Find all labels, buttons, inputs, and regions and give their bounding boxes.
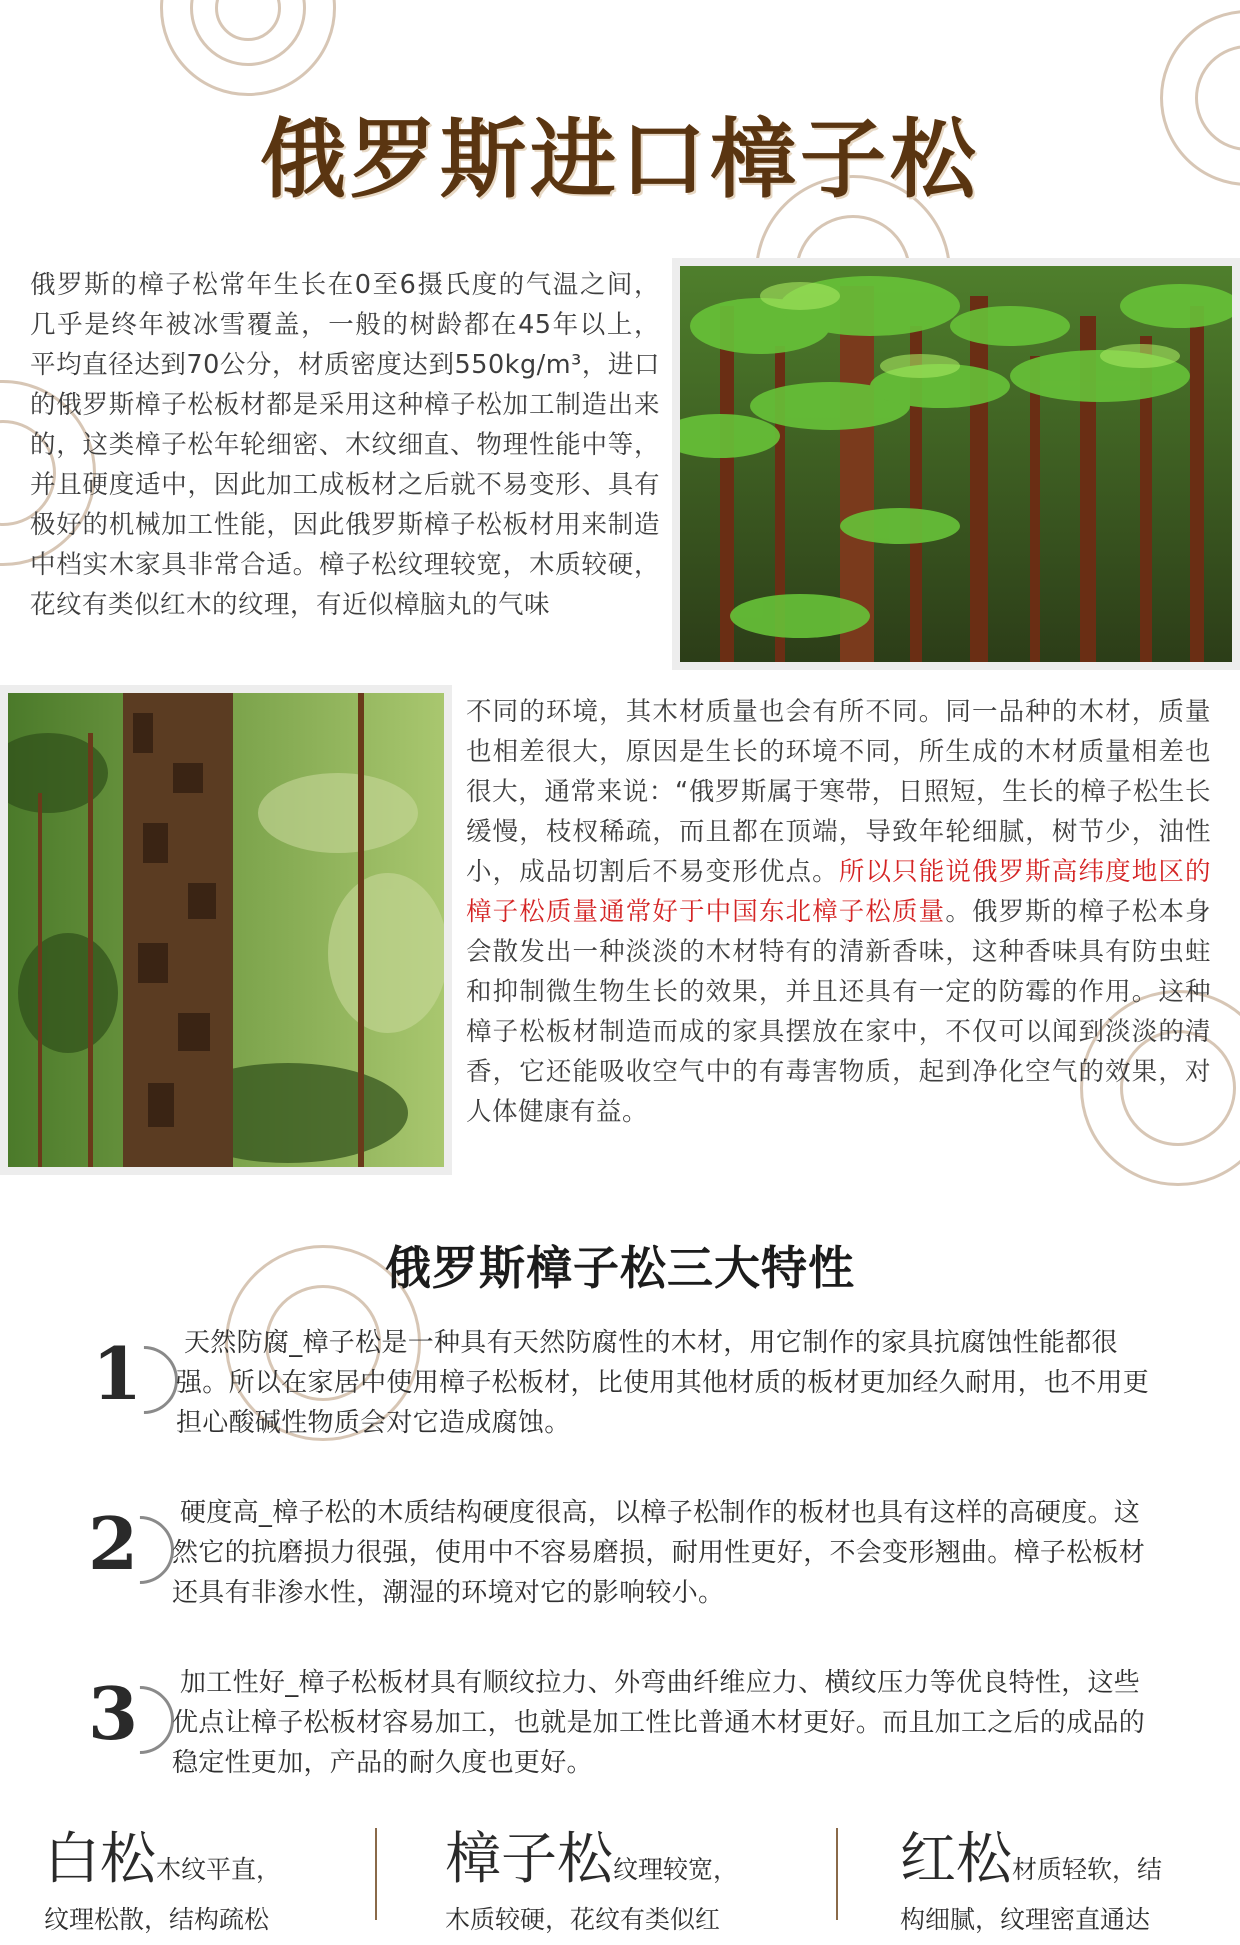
page-title: 俄罗斯进口樟子松 [260,110,980,210]
feature-number: 3 [88,1671,139,1756]
wood-comparison-white-pine [44,1827,282,1945]
pine-trunk-image [8,693,444,1167]
feature-text: 硬度高_樟子松的木质结构硬度很高，以樟子松制作的板材也具有这样的高硬度。这然它的抗磨损力很强，使用中不容易磨损，耐用性更好，不会变形翘曲。樟子松板材还具有非渗水性，潮湿的环境对它的影响较小。 [172,1498,1146,1608]
feature-number: 1 [92,1331,143,1416]
wood-desc: 纹理较宽， [613,1855,739,1884]
wood-desc: 材质轻软，结 [1012,1855,1163,1884]
wood-name: 樟子松 [445,1827,613,1892]
highlighted-text: 所以只能说俄罗斯高纬度地区的樟子松质量通常好于中国东北樟子松质量 [466,857,1211,927]
wood-desc-line2: 构细腻，纹理密直通达 [900,1905,1151,1934]
wood-comparison-mongolian-pine [445,1827,739,1945]
wood-desc: 木纹平直， [156,1855,282,1884]
wood-name: 白松 [44,1827,156,1892]
column-divider [375,1828,377,1920]
feature-text: 天然防腐_樟子松是一种具有天然防腐性的木材，用它制作的家具抗腐蚀性能都很强。所以在家居中使用樟子松板材，比使用其他材质的板材更加经久耐用，也不用更担心酸碱性物质会对它造成腐蚀。 [176,1328,1150,1438]
second-paragraph [466,692,1211,1132]
feature-number: 2 [88,1501,139,1586]
wood-desc-line2: 纹理松散，结构疏松 [44,1905,270,1934]
wood-desc-line2: 木质较硬，花纹有类似红 [445,1905,721,1934]
wood-name: 红松 [900,1827,1012,1892]
paragraph-text: 。俄罗斯的樟子松本身会散发出一种淡淡的木材特有的清新香味，这种香味具有防虫蛀和抑制微生物生长的效果，并且还具有一定的防霉的作用。这种樟子松板材制造而成的家具摆放在家中，不仅可以闻到淡淡的清香，它还能吸收空气中的有毒害物质，起到净化空气的效果，对人体健康有益。 [466,897,1211,1127]
features-title: 俄罗斯樟子松三大特性 [385,1241,855,1295]
pine-trunk-photo [0,685,452,1175]
paragraph-text: 不同的环境，其木材质量也会有所不同。同一品种的木材，质量也相差很大，原因是生长的环境不同，所生成的木材质量相差也很大，通常来说：“俄罗斯属于寒带，日照短，生长的樟子松生长缓慢，枝杈稀疏，而且都在顶端，导致年轮细腻，树节少，油性小，成品切割后不易变形优点。 [466,697,1211,887]
wood-comparison-red-pine [900,1827,1163,1945]
column-divider [836,1828,838,1920]
pine-forest-image [680,266,1232,662]
intro-paragraph: 俄罗斯的樟子松常年生长在0至6摄氏度的气温之间，几乎是终年被冰雪覆盖，一般的树龄都在45年以上，平均直径达到70公分，材质密度达到550kg/m³，进口的俄罗斯樟子松板材都是采用这种樟子松加工制造出来的，这类樟子松年轮细密、木纹细直、物理性能中等，并且硬度适中，因此加工成板材之后就不易变形、具有极好的机械加工性能，因此俄罗斯樟子松板材用来制造中档实木家具非常合适。樟子松纹理较宽，木质较硬，花纹有类似红木的纹理，有近似樟脑丸的气味 [30,270,660,620]
pine-forest-photo [672,258,1240,670]
feature-text: 加工性好_樟子松板材具有顺纹拉力、外弯曲纤维应力、横纹压力等优良特性，这些优点让樟子松板材容易加工，也就是加工性比普通木材更好。而且加工之后的成品的稳定性更加，产品的耐久度也更好。 [172,1668,1146,1778]
